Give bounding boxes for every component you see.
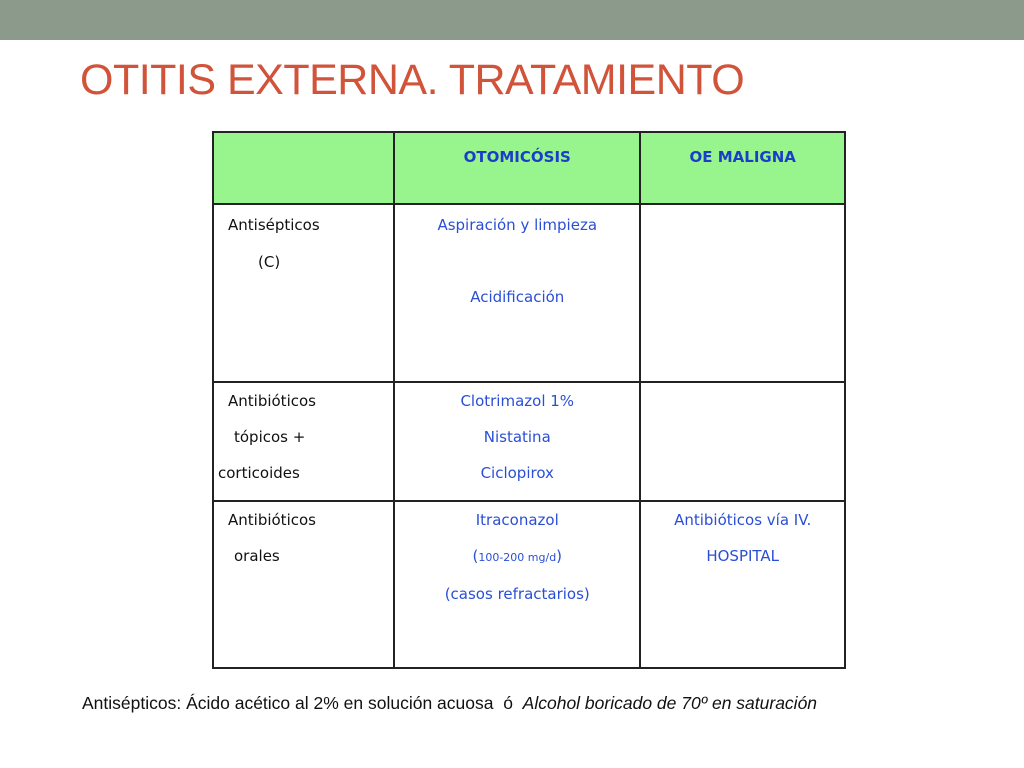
label-line: Antibióticos	[228, 511, 316, 529]
cell-line: HOSPITAL	[706, 547, 780, 565]
cell-oe-maligna	[640, 501, 845, 668]
cell-spacer	[395, 243, 639, 279]
footer-note	[82, 693, 817, 714]
cell-line: Acidificación	[470, 288, 565, 306]
top-bar	[0, 0, 1024, 40]
cell-line: Aspiración y limpieza	[437, 216, 598, 234]
cell-line: Itraconazol	[475, 511, 559, 529]
label-line: corticoides	[218, 464, 300, 482]
header-oe-maligna: OE MALIGNA	[640, 132, 845, 204]
footer-italic-text: Alcohol boricado de 70º en saturación	[522, 693, 818, 713]
cell-oe-maligna	[640, 382, 845, 501]
header-empty-cell	[213, 132, 394, 204]
cell-otomicosis	[394, 204, 640, 382]
cell-line: Antibióticos vía IV.	[674, 511, 812, 529]
table-row	[213, 501, 845, 668]
label-line: tópicos +	[234, 428, 306, 446]
cell-line: (100-200 mg/d)	[472, 547, 563, 565]
label-line: (C)	[258, 253, 281, 271]
label-line: orales	[234, 547, 280, 565]
treatment-table	[212, 131, 846, 669]
cell-otomicosis	[394, 501, 640, 668]
footer-text: Antisépticos: Ácido acético al 2% en solución acuosa ó	[82, 693, 523, 713]
header-otomicosis: OTOMICÓSIS	[394, 132, 640, 204]
cell-oe-maligna	[640, 204, 845, 382]
cell-line: (casos refractarios)	[444, 585, 590, 603]
label-line: Antisépticos	[228, 216, 320, 234]
table-header-row	[213, 132, 845, 204]
slide-title: OTITIS EXTERNA. TRATAMIENTO	[80, 56, 745, 104]
row-label-antisepticos	[213, 204, 394, 382]
row-label-antibioticos-orales	[213, 501, 394, 668]
label-line: Antibióticos	[228, 392, 316, 410]
cell-otomicosis	[394, 382, 640, 501]
cell-line: Clotrimazol 1%	[460, 392, 575, 410]
row-label-antibioticos-topicos	[213, 382, 394, 501]
cell-line: Nistatina	[483, 428, 551, 446]
table-row	[213, 382, 845, 501]
cell-line: Ciclopirox	[480, 464, 554, 482]
table-row	[213, 204, 845, 382]
